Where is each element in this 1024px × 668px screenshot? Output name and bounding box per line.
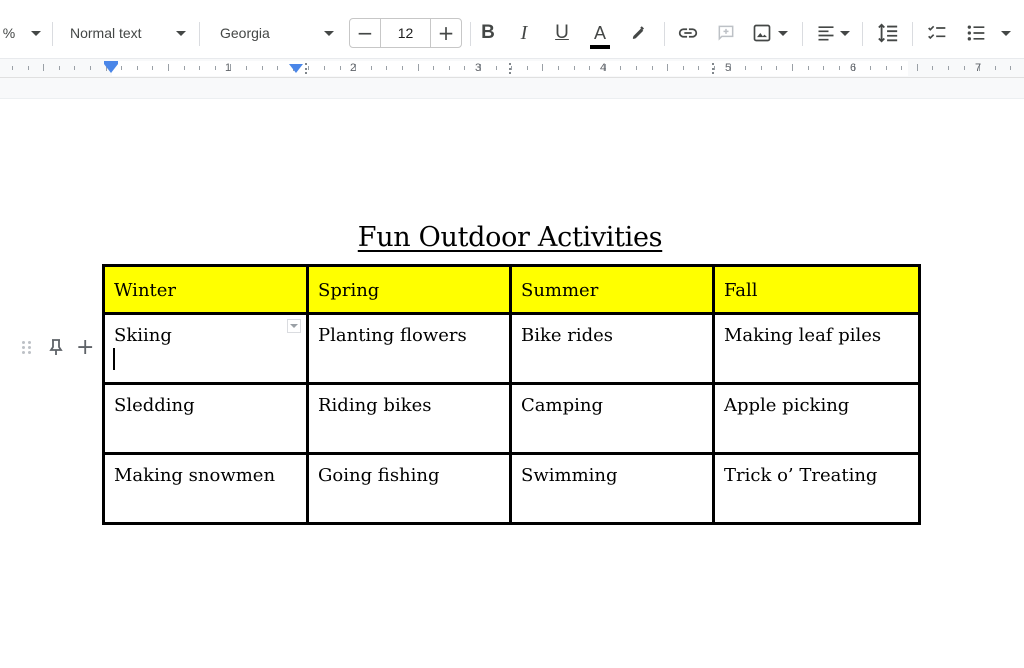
ruler-tick	[74, 66, 75, 70]
toolbar-divider	[664, 22, 665, 46]
ruler-tick	[496, 66, 497, 70]
ruler-tick	[542, 64, 543, 71]
ruler-tick	[152, 66, 153, 70]
highlight-color-button[interactable]	[624, 17, 652, 49]
ruler-number: 6	[849, 62, 857, 74]
ruler-tick	[28, 66, 29, 70]
ruler-number: 1	[224, 62, 232, 74]
ruler-tick	[932, 66, 933, 70]
font-size-input[interactable]: 12	[380, 19, 431, 47]
ruler-tick	[90, 66, 91, 70]
ruler-tick	[168, 64, 169, 71]
ruler-tick	[589, 66, 590, 70]
table-row	[104, 384, 920, 454]
ruler-tick	[948, 66, 949, 70]
chevron-down-icon	[840, 31, 850, 36]
chevron-down-icon	[778, 31, 788, 36]
ruler-tick	[199, 66, 200, 70]
cell-options-dropdown[interactable]	[287, 319, 301, 333]
zoom-value: %	[2, 25, 16, 41]
ruler-number: 5	[724, 62, 732, 74]
horizontal-ruler	[0, 59, 1024, 78]
ruler-tick	[418, 64, 419, 71]
add-row-button[interactable]: +	[76, 334, 95, 360]
ruler-tick	[620, 66, 621, 70]
ruler-tick	[371, 66, 372, 70]
drag-handle-icon	[22, 341, 32, 354]
ruler-tick	[215, 66, 216, 70]
ruler-tick	[433, 66, 434, 70]
cell-text: Making snowmen	[114, 465, 276, 486]
ruler-tick	[886, 66, 887, 70]
header-cell[interactable]	[308, 266, 511, 314]
highlighter-icon	[629, 24, 647, 42]
table-cell[interactable]	[714, 384, 920, 454]
column-resize-handle[interactable]	[507, 63, 513, 74]
bold-button[interactable]: B	[481, 22, 495, 43]
paragraph-style-value: Normal text	[70, 25, 142, 41]
ruler-tick	[901, 66, 902, 70]
activities-table[interactable]	[102, 264, 921, 525]
cell-text: Bike rides	[521, 325, 614, 346]
header-fall: Fall	[724, 280, 758, 301]
checklist-icon	[926, 23, 948, 43]
ruler-tick	[1010, 66, 1011, 70]
ruler-tick	[964, 66, 965, 70]
toolbar-divider	[802, 22, 803, 46]
ruler-tick	[137, 66, 138, 70]
header-cell[interactable]	[104, 266, 308, 314]
table-cell[interactable]	[511, 314, 714, 384]
left-indent-marker[interactable]	[104, 64, 118, 73]
toolbar	[0, 0, 1024, 59]
header-summer: Summer	[521, 280, 599, 301]
text-color-letter: A	[593, 22, 606, 43]
header-cell[interactable]	[714, 266, 920, 314]
row-drag-handle[interactable]	[22, 336, 32, 358]
align-left-icon	[816, 23, 836, 43]
toolbar-divider	[912, 22, 913, 46]
table-cell[interactable]	[104, 314, 308, 384]
ruler-tick	[340, 66, 341, 70]
ruler-number: 2	[349, 62, 357, 74]
cell-text: Planting flowers	[318, 325, 467, 346]
document-title[interactable]: Fun Outdoor Activities	[357, 222, 663, 253]
ruler-tick	[43, 64, 44, 71]
ruler-tick	[776, 66, 777, 70]
header-winter: Winter	[114, 280, 177, 301]
toolbar-divider	[470, 22, 471, 46]
increase-font-size-button[interactable]: +	[437, 21, 455, 45]
text-cursor	[113, 348, 115, 370]
table-cell[interactable]	[308, 384, 511, 454]
chevron-down-icon	[290, 324, 298, 328]
ruler-tick	[12, 66, 13, 70]
ruler-tick	[823, 66, 824, 70]
font-family-select[interactable]	[212, 17, 340, 49]
ruler-tick	[246, 66, 247, 70]
ruler-number: 7	[974, 62, 982, 74]
pin-header-row-button[interactable]	[48, 336, 64, 358]
ruler-tick	[574, 66, 575, 70]
paragraph-style-select[interactable]	[64, 17, 192, 49]
underline-button[interactable]: U	[555, 22, 569, 43]
ruler-tick	[652, 66, 653, 70]
ruler-tick	[917, 64, 918, 71]
ruler-tick	[808, 66, 809, 70]
cell-text: Sledding	[114, 395, 195, 416]
header-spring: Spring	[318, 280, 380, 301]
table-row	[104, 454, 920, 524]
add-comment-icon	[716, 23, 736, 43]
link-icon	[677, 22, 699, 44]
add-comment-button[interactable]	[712, 17, 740, 49]
line-spacing-button[interactable]	[872, 17, 904, 49]
text-color-icon	[594, 23, 606, 44]
table-header-row	[104, 266, 920, 314]
table-cell[interactable]	[104, 384, 308, 454]
insert-image-icon	[752, 23, 772, 43]
ruler-tick	[636, 66, 637, 70]
italic-button[interactable]: I	[520, 21, 528, 44]
ruler-tick	[262, 66, 263, 70]
checklist-button[interactable]	[922, 17, 952, 49]
ruler-tick	[464, 66, 465, 70]
ruler-tick	[667, 64, 668, 71]
ruler-tick	[558, 66, 559, 70]
bulleted-list-button[interactable]	[960, 17, 1016, 49]
ruler-tick	[761, 66, 762, 70]
ruler-tick	[324, 66, 325, 70]
ruler-tick	[277, 66, 278, 70]
ruler-tick	[59, 66, 60, 70]
ruler-tick	[995, 66, 996, 70]
chevron-down-icon	[31, 31, 41, 36]
zoom-select[interactable]	[0, 17, 44, 49]
ruler-tick	[683, 66, 684, 70]
table-cell[interactable]	[308, 314, 511, 384]
table-cell[interactable]	[104, 454, 308, 524]
column-resize-handle[interactable]	[710, 63, 716, 74]
ruler-tick	[121, 66, 122, 70]
text-color-swatch	[590, 45, 610, 49]
toolbar-divider	[199, 22, 200, 46]
toolbar-divider	[52, 22, 53, 46]
cell-text: Skiing	[114, 325, 172, 346]
decrease-font-size-button[interactable]: −	[356, 21, 374, 45]
bulleted-list-icon	[965, 23, 987, 43]
ruler-tick	[745, 66, 746, 70]
text-color-button[interactable]	[586, 17, 614, 49]
table-row	[104, 314, 920, 384]
cell-text: Making leaf piles	[724, 325, 882, 346]
table-cell[interactable]	[714, 454, 920, 524]
ruler-tick	[870, 66, 871, 70]
ruler-tick	[184, 66, 185, 70]
ruler-tick	[386, 66, 387, 70]
table-cell[interactable]	[511, 384, 714, 454]
table-cell[interactable]	[714, 314, 920, 384]
chevron-down-icon	[1001, 31, 1011, 36]
font-family-value: Georgia	[220, 25, 270, 41]
insert-image-button[interactable]	[748, 17, 792, 49]
page-top-margin	[0, 78, 1024, 99]
cell-text: Going fishing	[318, 465, 440, 486]
cell-text: Trick o’ Treating	[724, 465, 878, 486]
cell-text: Apple picking	[724, 395, 850, 416]
table-cell[interactable]	[511, 454, 714, 524]
chevron-down-icon	[176, 31, 186, 36]
ruler-tick	[839, 66, 840, 70]
right-indent-marker[interactable]	[289, 64, 303, 73]
ruler-tick	[792, 64, 793, 71]
column-resize-handle[interactable]	[303, 63, 309, 74]
ruler-tick	[449, 66, 450, 70]
ruler-tick	[402, 66, 403, 70]
pin-icon	[48, 338, 64, 356]
line-spacing-icon	[876, 22, 900, 44]
chevron-down-icon	[324, 31, 334, 36]
header-cell[interactable]	[511, 266, 714, 314]
font-size-control	[349, 18, 462, 48]
cell-text: Camping	[521, 395, 603, 416]
ruler-tick	[527, 66, 528, 70]
cell-text: Swimming	[521, 465, 618, 486]
cell-text: Riding bikes	[318, 395, 432, 416]
table-cell[interactable]	[308, 454, 511, 524]
toolbar-divider	[862, 22, 863, 46]
ruler-number: 3	[474, 62, 482, 74]
ruler-tick	[698, 66, 699, 70]
align-button[interactable]	[812, 17, 854, 49]
insert-link-button[interactable]	[674, 17, 702, 49]
ruler-number: 4	[599, 62, 607, 74]
